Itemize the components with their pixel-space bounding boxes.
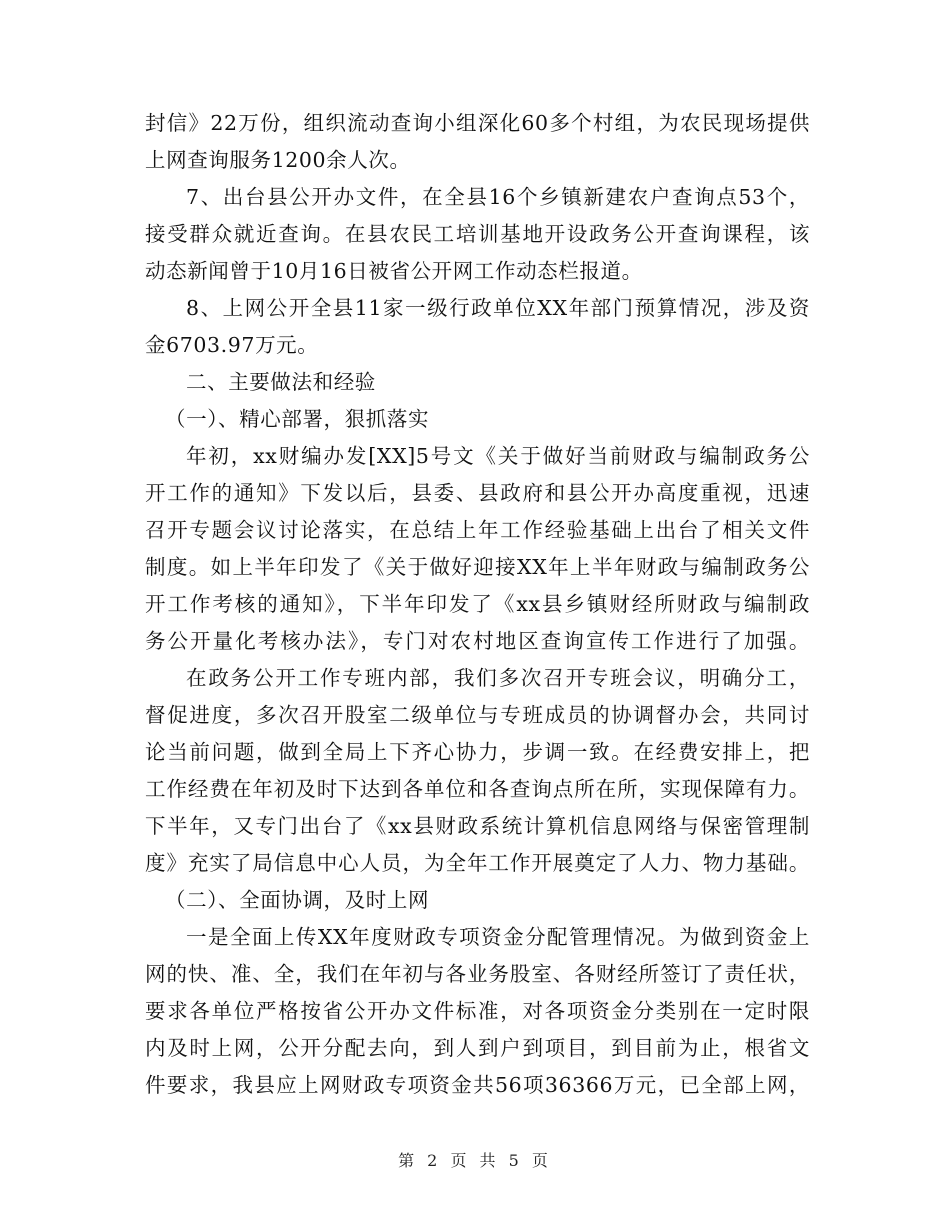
text-line: 开工作考核的通知》，下半年印发了《xx县乡镇财经所财政与编制政 xyxy=(145,592,810,616)
text-line: 网的快、准、全，我们在年初与各业务股室、各财经所签订了责任状， xyxy=(145,962,810,986)
text-line: 下半年，又专门出台了《xx县财政系统计算机信息网络与保密管理制 xyxy=(145,814,810,838)
text-line: 工作经费在年初及时下达到各单位和各查询点所在所，实现保障有力。 xyxy=(145,777,810,801)
text-line: 在政务公开工作专班内部，我们多次召开专班会议，明确分工， xyxy=(186,666,810,690)
text-line: 8、上网公开全县11家一级行政单位XX年部门预算情况，涉及资 xyxy=(186,296,810,320)
text-line: 年初，xx财编办发[XX]5号文《关于做好当前财政与编制政务公 xyxy=(186,444,810,468)
text-line: 要求各单位严格按省公开办文件标准，对各项资金分类别在一定时限 xyxy=(145,999,810,1023)
text-line: 上网查询服务1200余人次。 xyxy=(145,148,411,172)
subsection-heading: （一）、精心部署，狠抓落实 xyxy=(165,407,430,431)
text-line: 务公开量化考核办法》，专门对农村地区查询宣传工作进行了加强。 xyxy=(145,629,810,653)
text-line: 度》充实了局信息中心人员，为全年工作开展奠定了人力、物力基础。 xyxy=(145,851,810,875)
document-body xyxy=(145,105,810,1104)
section-heading: 二、主要做法和经验 xyxy=(186,370,376,394)
page-number: 第 2 页 共 5 页 xyxy=(398,1151,552,1170)
text-line: 内及时上网，公开分配去向，到人到户到项目，到目前为止，根省文 xyxy=(145,1036,810,1060)
text-line: 一是全面上传XX年度财政专项资金分配管理情况。为做到资金上 xyxy=(186,925,810,949)
text-line: 督促进度，多次召开股室二级单位与专班成员的协调督办会，共同讨 xyxy=(145,703,810,727)
text-line: 封信》22万份，组织流动查询小组深化60多个村组，为农民现场提供 xyxy=(145,111,810,135)
text-line: 金6703.97万元。 xyxy=(145,333,319,357)
text-line: 7、出台县公开办文件，在全县16个乡镇新建农户查询点53个， xyxy=(186,185,810,209)
text-line: 召开专题会议讨论落实，在总结上年工作经验基础上出台了相关文件 xyxy=(145,518,810,542)
text-line: 论当前问题，做到全局上下齐心协力，步调一致。在经费安排上，把 xyxy=(145,740,810,764)
text-line: 制度。如上半年印发了《关于做好迎接XX年上半年财政与编制政务公 xyxy=(145,555,810,579)
text-line: 件要求，我县应上网财政专项资金共56项36366万元，已全部上网， xyxy=(145,1073,810,1097)
subsection-heading: （二）、全面协调，及时上网 xyxy=(165,888,430,912)
text-line: 接受群众就近查询。在县农民工培训基地开设政务公开查询课程，该 xyxy=(145,222,810,246)
text-line: 动态新闻曾于10月16日被省公开网工作动态栏报道。 xyxy=(145,259,643,283)
text-line: 开工作的通知》下发以后，县委、县政府和县公开办高度重视，迅速 xyxy=(145,481,810,505)
